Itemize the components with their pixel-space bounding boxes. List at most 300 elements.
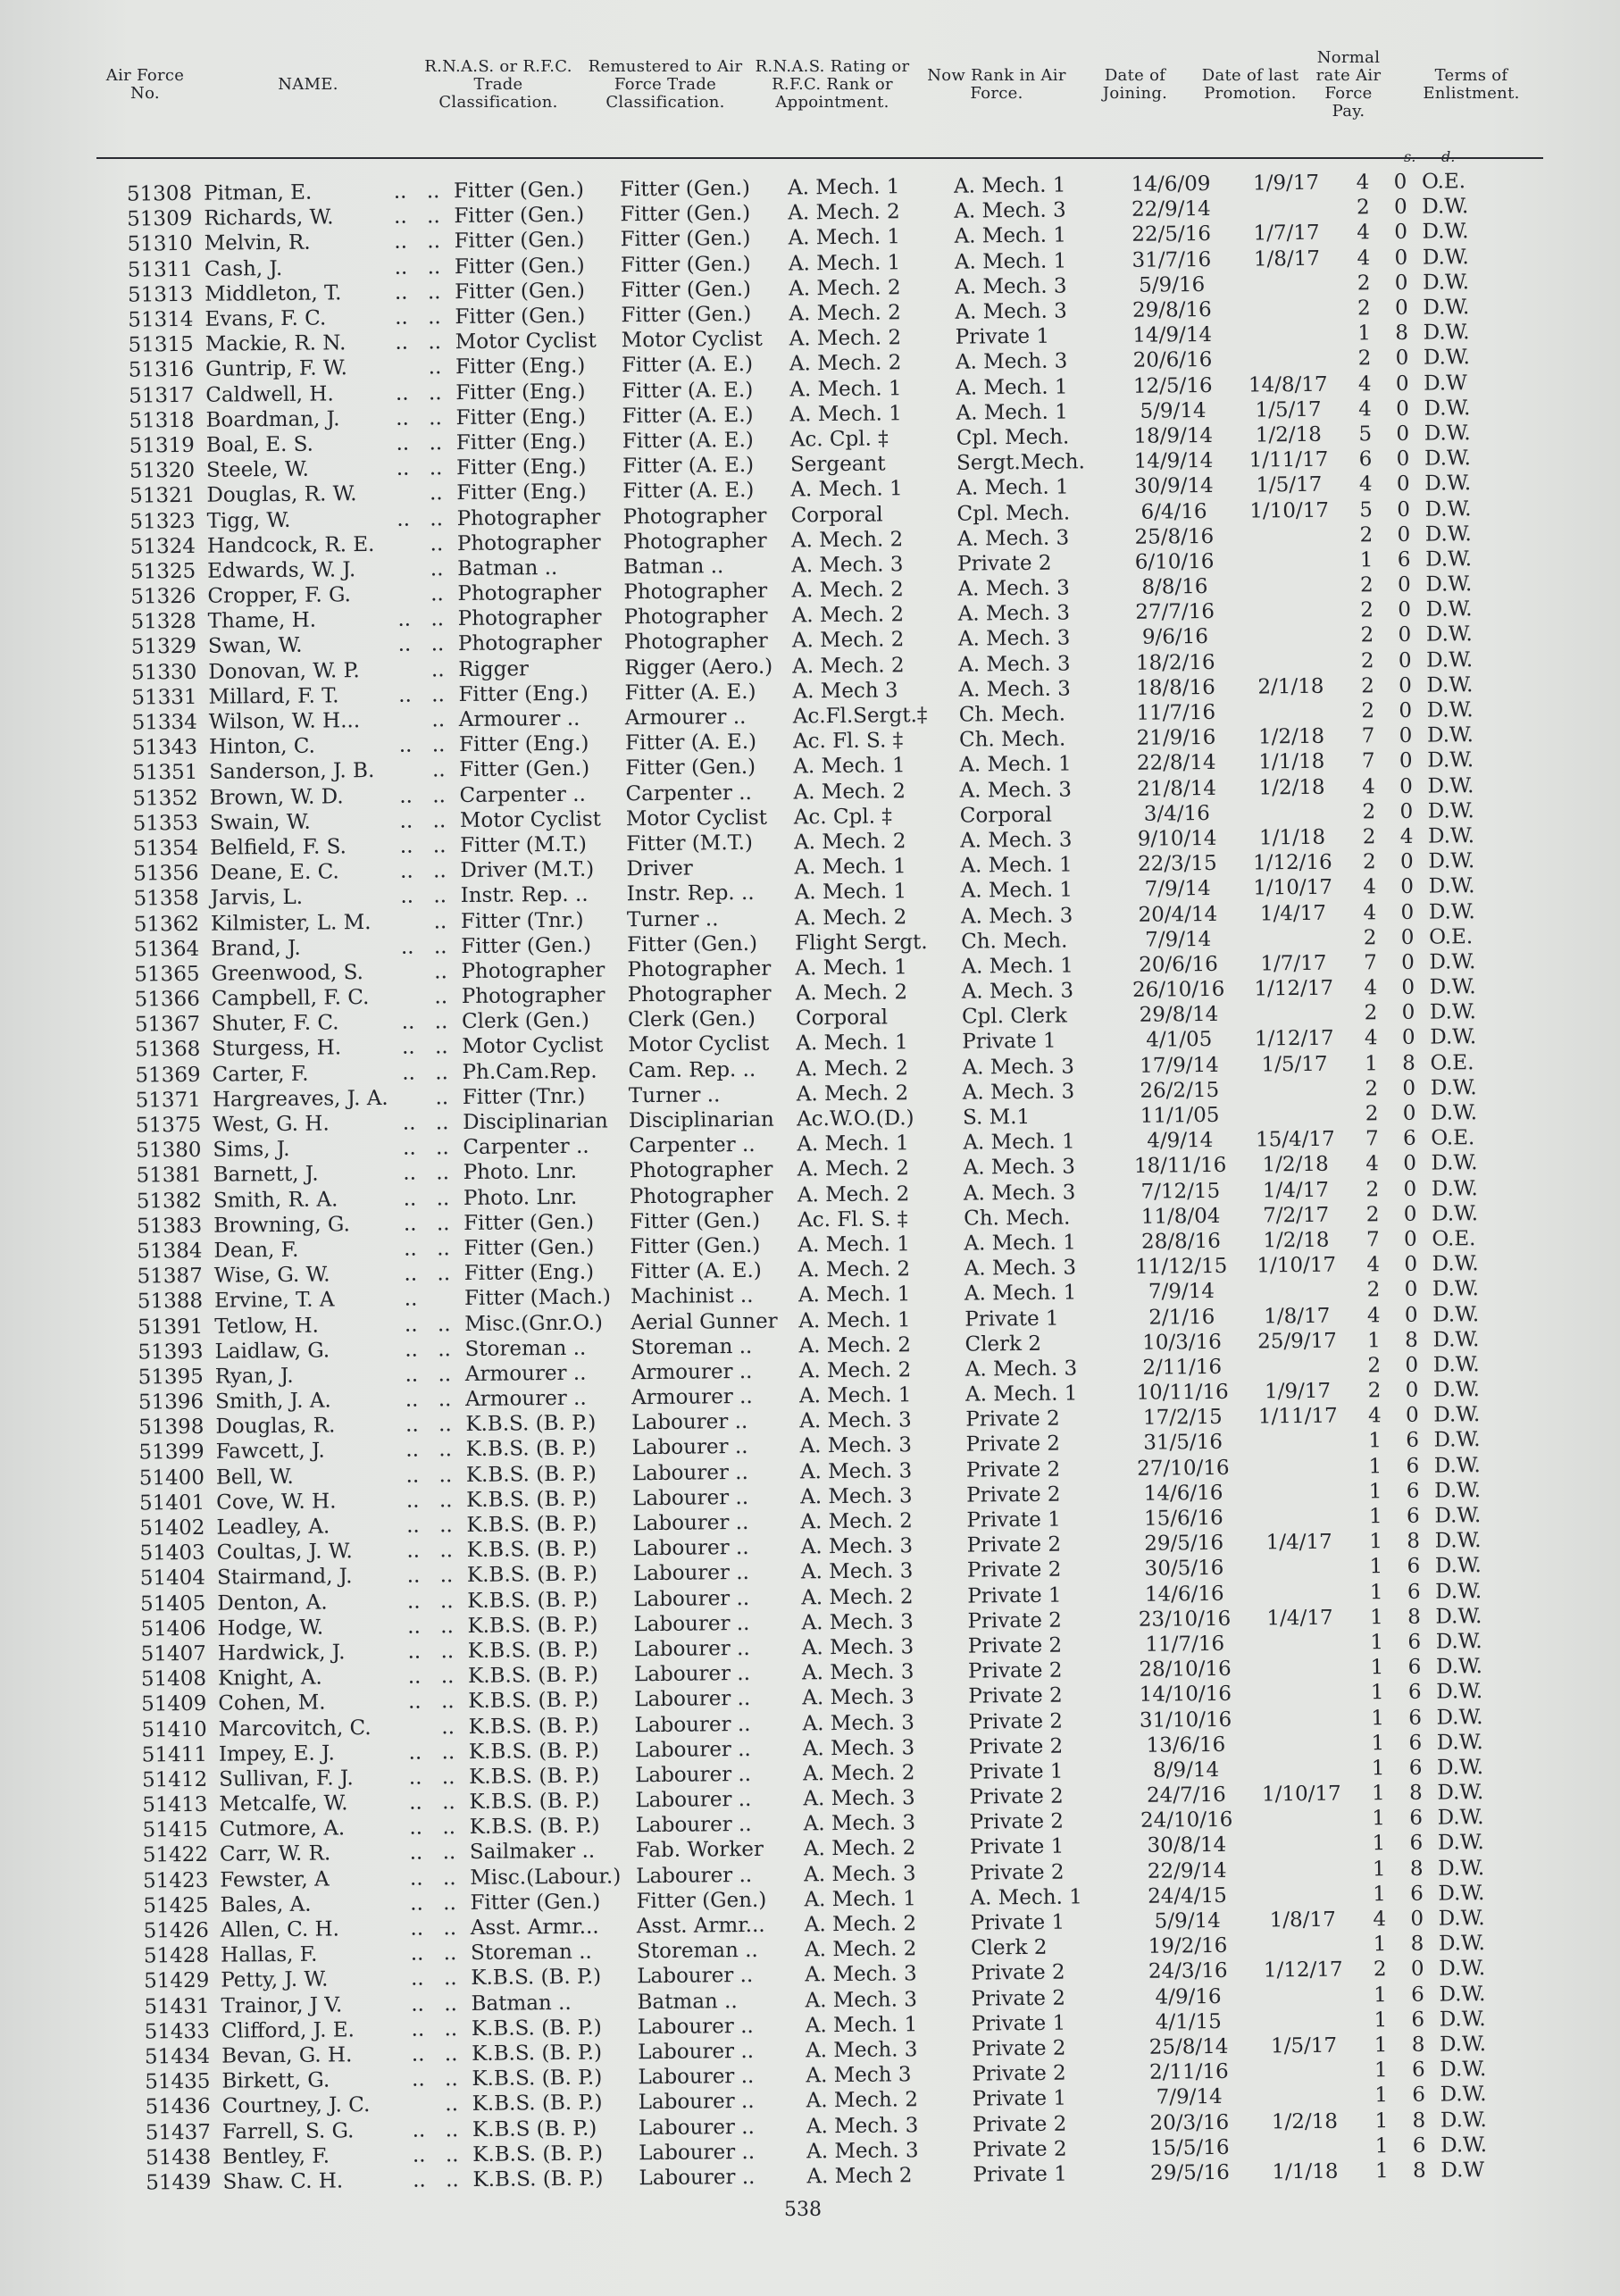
date-joining: 27/10/16 — [1137, 1456, 1230, 1481]
pay-pence: 6 — [1406, 1454, 1420, 1478]
remustered-trade: Cam. Rep. .. — [628, 1057, 756, 1082]
leader-dots: .. — [444, 2016, 458, 2041]
leader-dots: .. — [426, 180, 440, 204]
record-name: Richards, W. — [204, 205, 334, 231]
now-rank: Ch. Mech. — [961, 929, 1068, 954]
pay-shillings: 2 — [1359, 573, 1374, 597]
trade-classification: Fitter (Mach.) — [463, 1285, 612, 1311]
date-joining: 11/12/15 — [1134, 1254, 1228, 1279]
pay-shillings-label: s. — [1404, 148, 1416, 165]
trade-classification: Fitter (Gen.) — [461, 933, 592, 958]
record-number: 51308 — [126, 181, 193, 206]
terms-of-enlistment: D.W. — [1424, 422, 1471, 446]
terms-of-enlistment: D.W. — [1424, 522, 1472, 547]
rnas-rating: A. Mech. 3 — [799, 1458, 913, 1484]
date-joining: 6/4/16 — [1140, 499, 1207, 524]
terms-of-enlistment: D.W. — [1424, 497, 1472, 522]
record-number: 51412 — [141, 1767, 208, 1792]
leader-dots: .. — [439, 1539, 454, 1563]
leader-dots: .. — [432, 808, 447, 833]
record-number: 51407 — [140, 1641, 206, 1666]
terms-of-enlistment: D.W. — [1437, 1806, 1484, 1830]
date-promotion — [1242, 1681, 1358, 1707]
date-joining: 7/9/14 — [1156, 2085, 1223, 2109]
record-name: Edwards, W. J. — [207, 558, 356, 583]
date-promotion: 1/8/17 — [1269, 1908, 1336, 1933]
now-rank: Private 2 — [971, 2036, 1066, 2061]
terms-of-enlistment: D.W. — [1426, 723, 1474, 747]
pay-pence: 0 — [1403, 1202, 1417, 1226]
now-rank: A. Mech. 1 — [956, 475, 1069, 501]
trade-classification: Rigger — [458, 656, 530, 681]
record-name: Hardwick, J. — [217, 1641, 346, 1666]
name-leader-dots — [387, 355, 417, 381]
terms-of-enlistment: D.W. — [1440, 2083, 1487, 2107]
leader-dots: .. — [443, 1966, 457, 1991]
leader-dots: .. — [438, 1337, 452, 1362]
record-number: 51334 — [131, 710, 197, 735]
terms-of-enlistment: D.W. — [1438, 1932, 1486, 1956]
record-name: Evans, F. C. — [205, 306, 327, 331]
remustered-trade: Labourer .. — [632, 1561, 750, 1586]
record-number: 51319 — [129, 433, 195, 458]
leader-dots: .. — [440, 1640, 455, 1664]
remustered-trade: Labourer .. — [633, 1662, 751, 1687]
rnas-rating: A. Mech. 2 — [789, 276, 901, 301]
remustered-trade: Labourer .. — [632, 1536, 749, 1561]
pay-shillings: 5 — [1359, 497, 1374, 522]
record-number: 51343 — [131, 736, 198, 760]
pay-shillings: 1 — [1365, 1051, 1378, 1075]
pay-shillings: 1 — [1374, 2108, 1389, 2133]
leader-dots: .. — [427, 255, 441, 280]
pay-pence: 0 — [1398, 598, 1412, 622]
pay-pence: 0 — [1400, 900, 1415, 924]
pay-shillings: 7 — [1364, 951, 1377, 975]
date-promotion: 1/12/17 — [1263, 1958, 1343, 1983]
date-promotion — [1243, 1756, 1359, 1782]
rnas-rating: A. Mech. 3 — [800, 1559, 914, 1584]
terms-of-enlistment: D.W. — [1424, 447, 1472, 471]
date-promotion — [1244, 1857, 1360, 1883]
pay-pence-label: d. — [1441, 148, 1456, 165]
pay-pence: 6 — [1408, 1756, 1423, 1780]
now-rank: A. Mech. 3 — [958, 652, 1071, 677]
pay-shillings: 7 — [1365, 1228, 1380, 1252]
pay-pence: 6 — [1407, 1681, 1422, 1705]
pay-shillings: 1 — [1373, 1933, 1387, 1957]
record-name: Donovan, W. P. — [208, 658, 360, 684]
name-leader-dots: .. — [411, 2067, 425, 2091]
rnas-rating: A. Mech. 1 — [795, 956, 907, 981]
date-joining: 7/12/15 — [1140, 1179, 1221, 1204]
date-joining: 8/9/14 — [1152, 1757, 1220, 1783]
pay-pence: 0 — [1396, 397, 1409, 421]
record-number: 51411 — [141, 1742, 208, 1767]
pay-shillings: 2 — [1357, 271, 1371, 296]
trade-classification: Photographer — [457, 605, 602, 631]
date-promotion: 1/5/17 — [1261, 1052, 1328, 1077]
record-name: Clifford, J. E. — [221, 2018, 355, 2043]
rnas-rating: A. Mech. 1 — [797, 1131, 909, 1156]
remustered-trade: Fitter (Gen.) — [636, 1888, 767, 1914]
date-promotion: 1/2/18 — [1255, 422, 1322, 447]
name-leader-dots: .. — [396, 406, 409, 430]
record-name: Bales, A. — [220, 1892, 312, 1917]
record-number: 51401 — [138, 1490, 205, 1515]
pay-pence: 6 — [1402, 1127, 1416, 1151]
header-remustered: Remustered to Air Force Trade Classification. — [588, 57, 743, 112]
remustered-trade: Machinist .. — [630, 1284, 754, 1309]
pay-shillings: 2 — [1365, 1102, 1379, 1126]
pay-shillings: 4 — [1357, 246, 1371, 271]
rnas-rating: A. Mech. 3 — [800, 1534, 914, 1559]
remustered-trade: Photographer — [623, 630, 768, 655]
name-leader-dots: .. — [413, 2168, 426, 2192]
terms-of-enlistment: D.W. — [1423, 346, 1470, 371]
pay-shillings: 2 — [1360, 623, 1374, 647]
terms-of-enlistment: D.W. — [1429, 950, 1476, 974]
now-rank: Private 2 — [966, 1532, 1062, 1557]
leader-dots: .. — [436, 1186, 450, 1210]
trade-classification: K.B.S. (B. P.) — [467, 1638, 598, 1663]
pay-shillings: 6 — [1358, 447, 1373, 472]
now-rank: A. Mech. 3 — [960, 903, 1073, 929]
terms-of-enlistment: D.W. — [1434, 1529, 1482, 1553]
date-joining: 21/8/14 — [1137, 776, 1217, 801]
now-rank: Private 1 — [970, 1910, 1065, 1935]
remustered-trade: Labourer .. — [633, 1611, 750, 1637]
date-joining: 2/11/16 — [1142, 1355, 1223, 1380]
rnas-rating: A. Mech. 3 — [801, 1660, 914, 1685]
rnas-rating: A. Mech. 2 — [801, 1584, 914, 1610]
date-joining: 14/6/16 — [1144, 1582, 1224, 1607]
pay-pence: 0 — [1400, 925, 1415, 949]
pay-shillings: 4 — [1362, 774, 1376, 798]
name-leader-dots — [388, 556, 419, 582]
date-promotion — [1236, 1001, 1352, 1027]
record-name: Swain, W. — [209, 810, 311, 835]
leader-dots: .. — [438, 1463, 453, 1487]
name-leader-dots: .. — [402, 1136, 416, 1160]
pay-pence: 0 — [1399, 698, 1413, 722]
rnas-rating: A. Mech. 3 — [806, 2113, 919, 2138]
remustered-trade: Labourer .. — [634, 1687, 751, 1712]
date-joining: 26/10/16 — [1131, 977, 1225, 1002]
date-joining: 26/2/15 — [1140, 1078, 1220, 1103]
record-number: 51321 — [129, 484, 196, 508]
name-leader-dots: .. — [402, 1111, 416, 1135]
leader-dots: .. — [434, 1035, 448, 1059]
record-name: Smith, R. A. — [213, 1187, 338, 1213]
now-rank: Private 1 — [955, 324, 1050, 349]
rnas-rating: A. Mech. 2 — [789, 301, 901, 326]
trade-classification: Batman .. — [457, 555, 558, 580]
rnas-rating: A. Mech. 3 — [803, 1786, 915, 1811]
trade-classification: Fitter (Gen.) — [454, 254, 585, 279]
remustered-trade: Labourer .. — [635, 1762, 752, 1788]
terms-of-enlistment: D.W. — [1423, 321, 1470, 345]
record-number: 51405 — [139, 1591, 206, 1616]
record-name: Tigg, W. — [206, 508, 291, 533]
date-joining: 15/6/16 — [1143, 1506, 1223, 1531]
rnas-rating: A. Mech. 3 — [806, 2138, 919, 2164]
pay-pence: 6 — [1407, 1580, 1421, 1604]
record-name: Steele, W. — [205, 457, 309, 482]
name-leader-dots: .. — [398, 733, 413, 757]
remustered-trade: Batman .. — [623, 555, 724, 580]
now-rank: Private 2 — [965, 1407, 1060, 1432]
trade-classification: K.B.S. (B. P.) — [472, 2142, 604, 2167]
pay-pence: 0 — [1400, 875, 1415, 899]
remustered-trade: Fitter (A. E.) — [630, 1258, 762, 1284]
now-rank: A. Mech. 3 — [956, 526, 1070, 551]
pay-shillings: 2 — [1357, 296, 1371, 321]
pay-pence: 6 — [1397, 547, 1411, 572]
remustered-trade: Aerial Gunner — [630, 1309, 778, 1334]
remustered-trade: Labourer .. — [639, 2140, 756, 2165]
remustered-trade: Labourer .. — [632, 1511, 749, 1536]
terms-of-enlistment: D.W. — [1422, 220, 1469, 245]
terms-of-enlistment: D.W. — [1438, 1856, 1485, 1881]
record-name: Metcalfe, W. — [219, 1791, 348, 1816]
trade-classification: Photographer — [457, 580, 602, 606]
leader-dots: .. — [438, 1413, 452, 1437]
pay-shillings: 4 — [1373, 1908, 1387, 1932]
pay-pence: 8 — [1412, 2158, 1426, 2183]
remustered-trade: Labourer .. — [631, 1435, 748, 1460]
remustered-trade: Instr. Rep. .. — [626, 881, 755, 906]
now-rank: A. Mech. 3 — [955, 274, 1067, 299]
date-joining: 20/4/14 — [1138, 902, 1218, 927]
pay-shillings: 2 — [1362, 850, 1376, 874]
rnas-rating: A. Mech. 2 — [791, 578, 904, 603]
record-number: 51324 — [129, 534, 196, 559]
date-joining: 22/9/14 — [1147, 1858, 1227, 1883]
pay-pence: 0 — [1399, 749, 1413, 773]
pay-shillings: 4 — [1357, 221, 1371, 245]
terms-of-enlistment: D.W. — [1426, 647, 1474, 672]
date-joining: 9/6/16 — [1141, 625, 1209, 650]
record-number: 51320 — [129, 459, 196, 483]
now-rank: A. Mech. 1 — [960, 878, 1073, 904]
now-rank: A. Mech. 1 — [963, 1130, 1075, 1155]
terms-of-enlistment: D.W. — [1440, 2133, 1488, 2158]
pay-shillings: 1 — [1370, 1605, 1383, 1630]
pay-shillings: 1 — [1372, 1832, 1386, 1856]
rnas-rating: A. Mech. 2 — [789, 351, 902, 376]
now-rank: Ch. Mech. — [958, 727, 1066, 752]
name-leader-dots: .. — [393, 205, 407, 230]
rnas-rating: A. Mech. 3 — [805, 1987, 918, 2012]
rnas-rating: A. Mech. 1 — [789, 376, 902, 402]
pay-shillings: 1 — [1357, 321, 1372, 346]
pay-shillings: 1 — [1369, 1555, 1383, 1579]
name-leader-dots: .. — [404, 1287, 418, 1312]
remustered-trade: Photographer — [627, 956, 772, 982]
date-joining: 5/9/14 — [1154, 1908, 1221, 1933]
date-joining: 22/8/14 — [1136, 751, 1216, 776]
remustered-trade: Fitter (A. E.) — [622, 403, 754, 429]
pay-pence: 0 — [1397, 572, 1411, 597]
rnas-rating: A. Mech. 2 — [793, 779, 906, 805]
terms-of-enlistment: D.W. — [1435, 1579, 1482, 1604]
date-promotion — [1232, 522, 1348, 548]
pay-shillings: 1 — [1373, 1882, 1386, 1907]
pay-shillings: 1 — [1370, 1681, 1384, 1705]
date-promotion — [1232, 598, 1349, 624]
trade-classification: Fitter (Eng.) — [455, 455, 587, 480]
terms-of-enlistment: D.W. — [1428, 849, 1475, 873]
name-leader-dots: .. — [411, 1992, 425, 2016]
pay-shillings: 4 — [1356, 171, 1370, 195]
now-rank: Private 2 — [965, 1457, 1061, 1482]
terms-of-enlistment: D.W. — [1439, 2033, 1487, 2057]
leader-dots: .. — [427, 230, 441, 254]
trade-classification: Fitter (Eng.) — [456, 480, 587, 505]
terms-of-enlistment: D.W. — [1430, 1101, 1478, 1125]
pay-shillings: 2 — [1361, 674, 1374, 698]
date-promotion: 1/11/17 — [1257, 1404, 1338, 1429]
date-promotion: 1/7/17 — [1260, 951, 1327, 976]
pay-shillings: 4 — [1365, 1152, 1380, 1176]
pay-shillings: 2 — [1362, 799, 1376, 824]
name-leader-dots: .. — [396, 456, 410, 480]
date-promotion: 1/2/18 — [1262, 1153, 1329, 1177]
leader-dots: .. — [438, 1388, 452, 1412]
rnas-rating: A. Mech. 3 — [800, 1484, 913, 1509]
terms-of-enlistment: D.W. — [1423, 296, 1470, 320]
terms-of-enlistment: D.W. — [1432, 1353, 1480, 1377]
remustered-trade: Fab. Worker — [635, 1838, 764, 1863]
date-joining: 31/7/16 — [1131, 247, 1212, 272]
remustered-trade: Labourer .. — [634, 1712, 751, 1737]
pay-pence: 8 — [1395, 321, 1409, 346]
terms-of-enlistment: D.W. — [1439, 2007, 1486, 2032]
rnas-rating: A. Mech. 1 — [794, 855, 906, 880]
rnas-rating: Ac. Cpl. ‡ — [793, 805, 892, 830]
remustered-trade: Labourer .. — [631, 1460, 748, 1485]
rnas-rating: A. Mech. 2 — [795, 981, 908, 1006]
header-date-joining: Date of Joining. — [1102, 66, 1168, 103]
now-rank: A. Mech. 3 — [962, 1055, 1075, 1080]
name-leader-dots: .. — [408, 1766, 422, 1790]
pay-pence: 0 — [1396, 422, 1410, 446]
pay-shillings: 1 — [1374, 2159, 1389, 2183]
now-rank: Private 2 — [957, 551, 1052, 576]
date-joining: 17/2/15 — [1142, 1406, 1223, 1431]
record-number: 51364 — [133, 937, 200, 962]
record-name: Fawcett, J. — [215, 1440, 325, 1465]
leader-dots: .. — [437, 1312, 451, 1336]
pay-pence: 8 — [1405, 1328, 1418, 1352]
pay-pence: 0 — [1399, 673, 1412, 697]
rnas-rating: A. Mech. 2 — [796, 1056, 909, 1081]
record-number: 51352 — [132, 786, 198, 811]
date-promotion: 15/4/17 — [1255, 1127, 1335, 1152]
pay-pence: 8 — [1410, 1932, 1424, 1957]
record-name: Thame, H. — [207, 608, 317, 634]
record-name: Middleton, T. — [205, 281, 342, 306]
now-rank: Private 2 — [966, 1482, 1061, 1507]
date-promotion — [1242, 1630, 1358, 1656]
trade-classification: Photo. Lnr. — [463, 1185, 578, 1210]
terms-of-enlistment: D.W. — [1432, 1252, 1479, 1276]
remustered-trade: Armourer .. — [630, 1359, 753, 1385]
pay-shillings: 7 — [1361, 749, 1375, 773]
leader-dots: .. — [441, 1791, 455, 1815]
rnas-rating: A. Mech. 2 — [804, 1912, 917, 1937]
date-joining: 14/9/14 — [1132, 323, 1213, 348]
leader-dots: .. — [434, 985, 448, 1009]
leader-dots: .. — [430, 506, 444, 530]
name-leader-dots: .. — [412, 2143, 426, 2167]
remustered-trade: Motor Cyclist — [621, 327, 763, 353]
date-promotion — [1247, 2083, 1363, 2109]
date-joining: 6/10/16 — [1134, 549, 1215, 574]
now-rank: Private 1 — [966, 1507, 1061, 1532]
remustered-trade: Labourer .. — [638, 2115, 755, 2140]
record-name: Fewster, A — [220, 1867, 330, 1892]
date-joining: 14/9/14 — [1133, 449, 1214, 473]
record-name: Petty, J. W. — [221, 1967, 329, 1993]
name-leader-dots — [392, 959, 422, 985]
date-promotion: 1/2/18 — [1271, 2109, 1339, 2133]
remustered-trade: Labourer .. — [638, 2039, 755, 2065]
record-name: Guntrip, F. W. — [205, 356, 348, 382]
trade-classification: Fitter (Gen.) — [454, 203, 585, 229]
date-joining: 8/8/16 — [1141, 575, 1208, 599]
pay-shillings: 2 — [1360, 598, 1374, 622]
pay-pence: 8 — [1412, 2108, 1426, 2133]
leader-dots: .. — [443, 1891, 456, 1916]
name-leader-dots — [388, 531, 419, 557]
terms-of-enlistment: D.W. — [1439, 1957, 1486, 1981]
remustered-trade: Fitter (Gen.) — [625, 756, 756, 781]
date-promotion: 1/1/18 — [1258, 750, 1325, 774]
trade-classification: Fitter (Eng.) — [455, 355, 586, 380]
rnas-rating: A. Mech. 2 — [803, 1836, 916, 1861]
now-rank: Private 2 — [970, 1860, 1065, 1885]
name-leader-dots: .. — [399, 809, 413, 833]
record-name: Bell, W. — [215, 1465, 294, 1490]
record-number: 51437 — [145, 2120, 212, 2145]
remustered-trade: Carpenter .. — [625, 781, 752, 806]
rnas-rating: A. Mech. 2 — [792, 653, 905, 679]
remustered-trade: Labourer .. — [631, 1410, 748, 1435]
trade-classification: Photographer — [461, 983, 605, 1009]
record-number: 51354 — [132, 836, 199, 861]
rnas-rating: Ac. Fl. S. ‡ — [797, 1207, 908, 1232]
pay-shillings: 4 — [1364, 976, 1378, 1000]
trade-classification: K.B.S. (B. P.) — [465, 1462, 597, 1487]
pay-pence: 6 — [1406, 1429, 1420, 1453]
now-rank: A. Mech. 3 — [955, 349, 1068, 375]
pay-shillings: 2 — [1365, 1202, 1380, 1227]
now-rank: A. Mech. 1 — [953, 173, 1066, 198]
remustered-trade: Labourer .. — [636, 1863, 753, 1888]
pay-shillings: 1 — [1359, 548, 1374, 572]
pay-shillings: 4 — [1357, 372, 1372, 396]
date-promotion — [1245, 1983, 1361, 2008]
pay-pence: 0 — [1393, 170, 1407, 195]
remustered-trade: Labourer .. — [635, 1788, 752, 1813]
pay-pence: 0 — [1403, 1177, 1417, 1201]
now-rank: Private 1 — [972, 2086, 1067, 2111]
pay-shillings: 1 — [1372, 1807, 1386, 1831]
pay-shillings: 4 — [1366, 1303, 1381, 1327]
date-promotion — [1241, 1580, 1357, 1606]
